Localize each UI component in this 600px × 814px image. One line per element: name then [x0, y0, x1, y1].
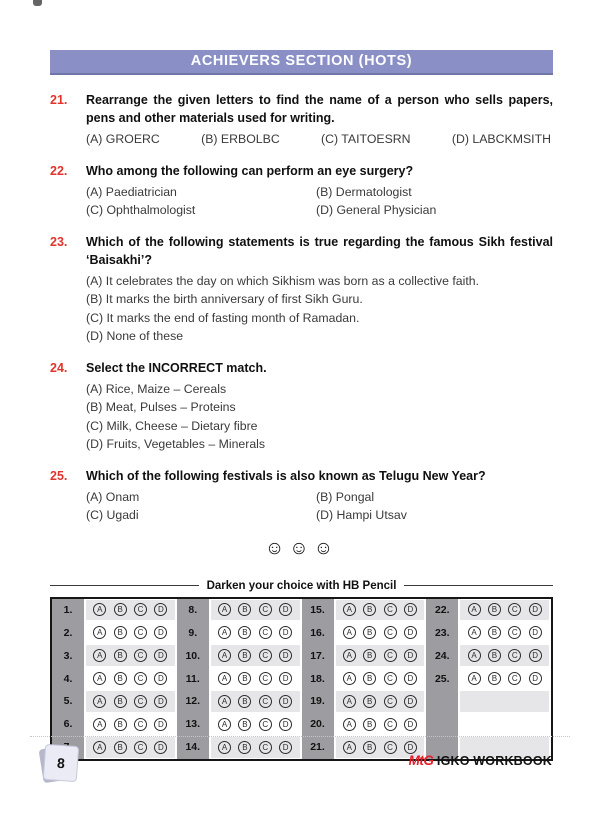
- bubble-row: [86, 714, 175, 735]
- answer-number-14: 14.: [185, 741, 201, 754]
- bubble-21-B[interactable]: B: [363, 741, 376, 754]
- bubble-18-C[interactable]: C: [384, 672, 397, 685]
- bubble-9-D[interactable]: D: [279, 626, 292, 639]
- bubble-row: [211, 691, 300, 712]
- question-text: Who among the following can perform an eye surgery?: [86, 163, 414, 178]
- bubble-13-C[interactable]: C: [259, 718, 272, 731]
- bubble-row: [86, 600, 175, 621]
- bubble-10-D[interactable]: D: [279, 649, 292, 662]
- bubble-22-D[interactable]: D: [529, 603, 542, 616]
- answer-number-22: 22.: [434, 603, 450, 616]
- bubble-14-D[interactable]: D: [279, 741, 292, 754]
- question-text: Select the INCORRECT match.: [86, 360, 267, 375]
- answer-number-19: 19.: [310, 695, 325, 708]
- bubble-8-B[interactable]: B: [238, 603, 251, 616]
- question-23: [50, 233, 553, 346]
- bubble-11-B[interactable]: B: [238, 672, 251, 685]
- bubble-5-A[interactable]: A: [93, 695, 106, 708]
- bubble-8-A[interactable]: A: [218, 603, 231, 616]
- answer-number-2: 2.: [63, 626, 73, 639]
- question-number: 21.: [50, 93, 68, 107]
- answer-number-4: 4.: [63, 672, 73, 685]
- option-25-D: (D) Hampi Utsav: [316, 508, 407, 522]
- bubble-5-C[interactable]: C: [134, 695, 147, 708]
- bubble-2-A[interactable]: A: [93, 626, 106, 639]
- bubble-row: [211, 622, 300, 643]
- bubble-7-B[interactable]: B: [114, 741, 127, 754]
- bubble-14-B[interactable]: B: [238, 741, 251, 754]
- bubble-9-C[interactable]: C: [259, 626, 272, 639]
- bubble-1-A[interactable]: A: [93, 603, 106, 616]
- question-options: [86, 130, 553, 149]
- question-head: [50, 91, 553, 127]
- option-23-D: (D) None of these: [86, 329, 184, 343]
- bubble-1-B[interactable]: B: [114, 603, 127, 616]
- bubble-20-C[interactable]: C: [384, 718, 397, 731]
- bubble-4-C[interactable]: C: [134, 672, 147, 685]
- answer-number-3: 3.: [63, 649, 73, 662]
- bubble-row: [211, 668, 300, 689]
- bubble-row: [211, 714, 300, 735]
- mtg-logo: MtG: [408, 753, 434, 768]
- answer-column-4: [426, 599, 551, 759]
- question-text: Which of the following festivals is also known as Telugu New Year?: [86, 468, 486, 483]
- bubble-1-C[interactable]: C: [134, 603, 147, 616]
- bubble-row: [336, 645, 425, 666]
- bubble-row: [460, 668, 549, 689]
- bubble-row: [460, 600, 549, 621]
- question-text: Rearrange the given letters to find the name of a person who sells papers, pens and other materials used for writing.: [86, 93, 553, 125]
- question-options: [86, 183, 553, 220]
- bubble-row: [86, 691, 175, 712]
- question-number: 25.: [50, 468, 68, 483]
- bubble-15-A[interactable]: A: [343, 603, 356, 616]
- answer-number-1: 1.: [63, 603, 73, 616]
- bubble-16-B[interactable]: B: [363, 626, 376, 639]
- bubble-16-D[interactable]: D: [404, 626, 417, 639]
- bubble-24-A[interactable]: A: [468, 649, 481, 662]
- bubble-25-A[interactable]: A: [468, 672, 481, 685]
- bubble-10-C[interactable]: C: [259, 649, 272, 662]
- bubble-17-C[interactable]: C: [384, 649, 397, 662]
- bubble-21-A[interactable]: A: [343, 741, 356, 754]
- bubble-22-A[interactable]: A: [468, 603, 481, 616]
- bubble-22-B[interactable]: B: [488, 603, 501, 616]
- bubble-6-D[interactable]: D: [154, 718, 167, 731]
- bubble-17-D[interactable]: D: [404, 649, 417, 662]
- bubble-7-C[interactable]: C: [134, 741, 147, 754]
- option-21-B: (B) ERBOLBC: [201, 132, 280, 146]
- option-22-B: (B) Dermatologist: [316, 184, 412, 199]
- bubble-15-C[interactable]: C: [384, 603, 397, 616]
- bubble-row: [460, 622, 549, 643]
- bubble-12-B[interactable]: B: [238, 695, 251, 708]
- bubble-9-A[interactable]: A: [218, 626, 231, 639]
- question-number: 22.: [50, 163, 68, 178]
- bubble-14-A[interactable]: A: [218, 741, 231, 754]
- option-25-C: (C) Ugadi: [86, 508, 139, 522]
- bubble-23-B[interactable]: B: [488, 626, 501, 639]
- bubble-row: [460, 691, 549, 712]
- bubble-23-D[interactable]: D: [529, 626, 542, 639]
- option-22-A: (A) Paediatrician: [86, 184, 177, 199]
- publisher-footer: [409, 753, 552, 768]
- page: [50, 0, 553, 761]
- bubble-8-C[interactable]: C: [259, 603, 272, 616]
- bubble-3-C[interactable]: C: [134, 649, 147, 662]
- bubble-23-A[interactable]: A: [468, 626, 481, 639]
- bubble-row: [86, 622, 175, 643]
- bubble-row: [336, 622, 425, 643]
- number-column: [426, 599, 458, 759]
- bubble-25-C[interactable]: C: [508, 672, 521, 685]
- bubble-column: [84, 599, 177, 759]
- page-number-badge: [40, 743, 80, 787]
- option-22-D: (D) General Physician: [316, 203, 437, 217]
- bubble-16-A[interactable]: A: [343, 626, 356, 639]
- bubble-row: [336, 668, 425, 689]
- bubble-12-C[interactable]: C: [259, 695, 272, 708]
- answer-number-11: 11.: [185, 672, 200, 685]
- bubble-13-B[interactable]: B: [238, 718, 251, 731]
- bubble-13-D[interactable]: D: [279, 718, 292, 731]
- bubble-15-B[interactable]: B: [363, 603, 376, 616]
- question-options: [86, 272, 553, 346]
- option-21-C: (C) TAITOESRN: [321, 132, 411, 146]
- bubble-25-D[interactable]: D: [529, 672, 542, 685]
- title-rule-left: [50, 585, 199, 586]
- bubble-8-D[interactable]: D: [279, 603, 292, 616]
- bubble-15-D[interactable]: D: [404, 603, 417, 616]
- answer-number-21: 21.: [310, 741, 325, 754]
- answer-column-2: [177, 599, 302, 759]
- bubble-12-A[interactable]: A: [218, 695, 231, 708]
- answer-number-8: 8.: [188, 603, 198, 616]
- question-number: 24.: [50, 360, 68, 375]
- title-rule-right: [404, 585, 553, 586]
- bubble-17-A[interactable]: A: [343, 649, 356, 662]
- option-23-A: (A) It celebrates the day on which Sikhism was born as a collective faith.: [86, 273, 479, 288]
- bubble-20-B[interactable]: B: [363, 718, 376, 731]
- bubble-4-B[interactable]: B: [114, 672, 127, 685]
- bubble-row: [211, 645, 300, 666]
- bubble-24-C[interactable]: C: [508, 649, 521, 662]
- answer-sheet-title-row: [50, 580, 553, 592]
- question-number: 23.: [50, 234, 68, 249]
- answer-number-12: 12.: [185, 695, 201, 708]
- answer-number-9: 9.: [188, 626, 198, 639]
- option-23-C: (C) It marks the end of fasting month of Ramadan.: [86, 310, 360, 325]
- bubble-24-B[interactable]: B: [488, 649, 501, 662]
- option-22-C: (C) Ophthalmologist: [86, 203, 196, 217]
- option-24-B: (B) Meat, Pulses – Proteins: [86, 400, 236, 414]
- bubble-18-B[interactable]: B: [363, 672, 376, 685]
- bubble-row: [211, 600, 300, 621]
- answer-number-15: 15.: [310, 603, 325, 616]
- bubble-17-B[interactable]: B: [363, 649, 376, 662]
- option-23-B: (B) It marks the birth anniversary of first Sikh Guru.: [86, 292, 363, 306]
- bubble-column: [209, 599, 302, 759]
- option-24-D: (D) Fruits, Vegetables – Minerals: [86, 437, 266, 451]
- section-header-banner: [50, 50, 553, 75]
- bubble-column: [458, 599, 551, 759]
- bubble-10-A[interactable]: A: [218, 649, 231, 662]
- bubble-13-A[interactable]: A: [218, 718, 231, 731]
- answer-column-1: [52, 599, 177, 759]
- question-options: [86, 380, 553, 454]
- answer-number-20: 20.: [310, 718, 325, 731]
- bubble-4-A[interactable]: A: [93, 672, 106, 685]
- bubble-21-C[interactable]: C: [384, 741, 397, 754]
- bubble-11-A[interactable]: A: [218, 672, 231, 685]
- bubble-11-C[interactable]: C: [259, 672, 272, 685]
- bubble-row: [336, 691, 425, 712]
- bubble-row: [460, 645, 549, 666]
- bubble-19-D[interactable]: D: [404, 695, 417, 708]
- workbook-title: IGKO WORKBOOK: [436, 754, 552, 768]
- section-title: ACHIEVERS SECTION (HOTS): [190, 53, 413, 69]
- answer-sheet-title: Darken your choice with HB Pencil: [206, 579, 397, 592]
- answer-sheet: [50, 580, 553, 761]
- bubble-5-B[interactable]: B: [114, 695, 127, 708]
- bubble-14-C[interactable]: C: [259, 741, 272, 754]
- bubble-19-B[interactable]: B: [363, 695, 376, 708]
- bubble-column: [334, 599, 427, 759]
- question-25: [50, 467, 553, 525]
- scan-artifact: [33, 0, 42, 6]
- page-footer: [30, 736, 570, 797]
- bubble-11-D[interactable]: D: [279, 672, 292, 685]
- bubble-16-C[interactable]: C: [384, 626, 397, 639]
- number-column: [302, 599, 334, 759]
- bubble-2-B[interactable]: B: [114, 626, 127, 639]
- bubble-23-C[interactable]: C: [508, 626, 521, 639]
- bubble-9-B[interactable]: B: [238, 626, 251, 639]
- option-24-C: (C) Milk, Cheese – Dietary fibre: [86, 418, 258, 433]
- bubble-24-D[interactable]: D: [529, 649, 542, 662]
- answer-number-6: 6.: [63, 718, 73, 731]
- bubble-5-D[interactable]: D: [154, 695, 167, 708]
- bubble-row: [336, 600, 425, 621]
- bubble-20-D[interactable]: D: [404, 718, 417, 731]
- bubble-4-D[interactable]: D: [154, 672, 167, 685]
- bubble-22-C[interactable]: C: [508, 603, 521, 616]
- questions: [50, 91, 553, 525]
- bubble-6-A[interactable]: A: [93, 718, 106, 731]
- bubble-row: [86, 645, 175, 666]
- bubble-row: [336, 714, 425, 735]
- bubble-2-D[interactable]: D: [154, 626, 167, 639]
- bubble-25-B[interactable]: B: [488, 672, 501, 685]
- question-21: [50, 91, 553, 149]
- bubble-3-A[interactable]: A: [93, 649, 106, 662]
- question-head: [50, 233, 553, 269]
- answer-number-5: 5.: [63, 695, 73, 708]
- bubble-6-B[interactable]: B: [114, 718, 127, 731]
- question-head: [50, 467, 553, 485]
- number-column: [52, 599, 84, 759]
- answer-number-25: 25.: [434, 672, 450, 685]
- answer-column-3: [302, 599, 427, 759]
- answer-number-24: 24.: [434, 649, 450, 662]
- option-21-A: (A) GROERC: [86, 132, 160, 146]
- option-25-B: (B) Pongal: [316, 489, 375, 504]
- answer-number-16: 16.: [310, 626, 325, 639]
- bubble-row: [86, 668, 175, 689]
- question-24: [50, 359, 553, 454]
- question-head: [50, 162, 553, 180]
- bubble-1-D[interactable]: D: [154, 603, 167, 616]
- option-21-D: (D) LABCKMSITH: [451, 132, 551, 146]
- page-number: 8: [43, 744, 79, 782]
- bubble-7-D[interactable]: D: [154, 741, 167, 754]
- bubble-7-A[interactable]: A: [93, 741, 106, 754]
- bubble-19-A[interactable]: A: [343, 695, 356, 708]
- bubble-row: [460, 714, 549, 735]
- answer-number-empty: [426, 690, 458, 713]
- bubble-18-D[interactable]: D: [404, 672, 417, 685]
- bubble-18-A[interactable]: A: [343, 672, 356, 685]
- answer-number-23: 23.: [434, 626, 450, 639]
- question-head: [50, 359, 553, 377]
- bubble-19-C[interactable]: C: [384, 695, 397, 708]
- bubble-20-A[interactable]: A: [343, 718, 356, 731]
- bubble-2-C[interactable]: C: [134, 626, 147, 639]
- question-options: [86, 488, 553, 525]
- bubble-10-B[interactable]: B: [238, 649, 251, 662]
- question-text: Which of the following statements is true regarding the famous Sikh festival ‘Baisakhi’?: [86, 234, 553, 267]
- smiley-faces-icon: ☺☺☺: [264, 537, 339, 559]
- answer-number-18: 18.: [310, 672, 325, 685]
- answer-number-17: 17.: [310, 649, 325, 662]
- bubble-3-B[interactable]: B: [114, 649, 127, 662]
- question-22: [50, 162, 553, 220]
- bubble-3-D[interactable]: D: [154, 649, 167, 662]
- bubble-21-D[interactable]: D: [404, 741, 417, 754]
- option-24-A: (A) Rice, Maize – Cereals: [86, 381, 227, 396]
- number-column: [177, 599, 209, 759]
- bubble-6-C[interactable]: C: [134, 718, 147, 731]
- option-25-A: (A) Onam: [86, 489, 140, 504]
- answer-number-13: 13.: [185, 718, 201, 731]
- answer-number-10: 10.: [185, 649, 201, 662]
- bubble-12-D[interactable]: D: [279, 695, 292, 708]
- answer-number-empty: [426, 713, 458, 736]
